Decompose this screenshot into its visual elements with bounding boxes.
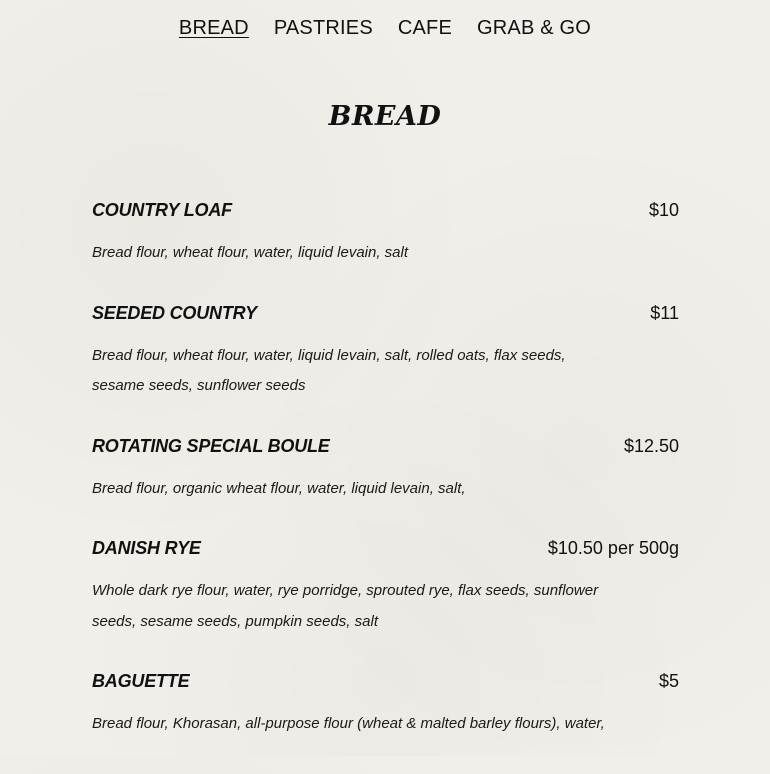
menu-item-rotating-special-boule	[92, 436, 679, 505]
menu-item-price: $11	[650, 302, 679, 323]
menu-item-name: BAGUETTE	[92, 671, 190, 691]
menu-item-description: Whole dark rye flour, water, rye porridge, sprouted rye, flax seeds, sunflower seeds, sesame seeds, pumpkin seeds, salt	[92, 582, 599, 630]
menu-item-name: SEEDED COUNTRY	[92, 302, 257, 323]
menu-item-country-loaf	[92, 200, 679, 269]
menu-item-price: $10	[648, 200, 679, 220]
menu-item-name: COUNTRY LOAF	[92, 200, 232, 220]
menu-item-name: DANISH RYE	[92, 538, 201, 558]
menu-item-description: Bread flour, Khorasan, all-purpose flour (wheat & malted barley flours), water,	[92, 715, 605, 732]
menu-item-price: $12.50	[623, 435, 679, 456]
nav-item-pastries[interactable]: PASTRIES	[273, 17, 373, 39]
menu-item-name: ROTATING SPECIAL BOULE	[92, 435, 330, 456]
menu-list	[92, 200, 679, 774]
nav-item-cafe[interactable]: CAFE	[397, 17, 453, 39]
menu-item-header	[92, 671, 679, 699]
menu-item-baguette	[92, 671, 679, 740]
nav-item-grab-and-go[interactable]: GRAB & GO	[477, 17, 592, 39]
menu-item-description: Bread flour, wheat flour, water, liquid levain, salt	[92, 244, 409, 261]
menu-item-description: Bread flour, wheat flour, water, liquid levain, salt, rolled oats, flax seeds, sesame seeds, sunflower seeds	[92, 346, 566, 394]
menu-item-header	[92, 200, 679, 228]
menu-item-header	[92, 303, 679, 331]
menu-item-description: Bread flour, organic wheat flour, water, liquid levain, salt,	[92, 479, 466, 497]
menu-item-price: $10.50 per 500g	[547, 538, 679, 558]
top-navigation	[0, 14, 770, 42]
menu-item-header	[92, 538, 679, 566]
menu-item-danish-rye	[92, 538, 679, 637]
nav-item-bread[interactable]: BREAD	[178, 17, 249, 39]
menu-item-header	[92, 436, 679, 464]
menu-item-seeded-country	[92, 303, 679, 402]
menu-item-price: $5	[658, 671, 679, 691]
page-title: BREAD	[328, 101, 442, 132]
